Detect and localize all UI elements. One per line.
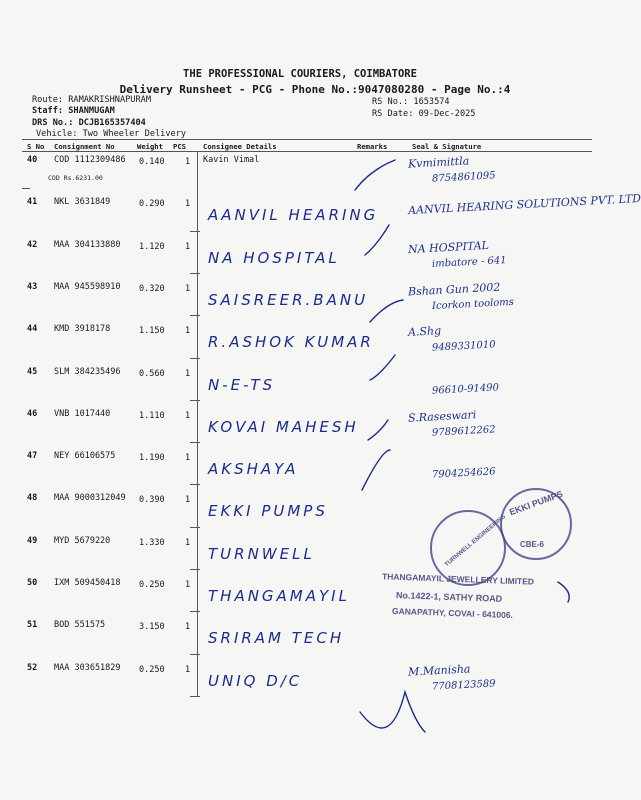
row-signature-phone: 96610-91490 — [431, 381, 500, 397]
row-pcs: 1 — [185, 199, 191, 210]
row-signature: M.Manisha — [407, 661, 471, 679]
row-pcs: 1 — [185, 664, 191, 675]
row-pcs: 1 — [185, 283, 191, 294]
row-sno: 51 — [27, 620, 38, 631]
row-pcs: 1 — [185, 368, 191, 379]
row-handwritten-consignee: N-E-TS — [208, 375, 276, 394]
row-consignment: IXM 509450418 — [54, 578, 121, 588]
row-weight: 1.120 — [139, 241, 165, 252]
row-weight: 1.190 — [139, 453, 165, 464]
staff-name: SHANMUGAM — [68, 106, 115, 116]
thangamayil-stamp-line3: GANAPATHY, COVAI - 641006. — [391, 605, 514, 621]
col-seal: Seal & Signature — [412, 142, 482, 151]
row-weight: 1.110 — [139, 410, 165, 421]
col-consignment: Consignment No — [54, 142, 115, 151]
row-sno: 52 — [27, 662, 38, 673]
vehicle-label: Vehicle: Two Wheeler Delivery — [36, 129, 187, 139]
row-weight: 0.250 — [139, 664, 165, 675]
row-signature: Kvmimittla — [407, 154, 470, 171]
row-signature: A.Shg — [407, 324, 442, 340]
row-handwritten-consignee: NA HOSPITAL — [208, 248, 340, 267]
row-weight: 1.150 — [139, 326, 165, 337]
row-handwritten-consignee: UNIQ D/C — [208, 671, 303, 690]
row-weight: 3.150 — [139, 622, 165, 633]
row-consignment: COD 1112309486 — [54, 155, 126, 165]
row-handwritten-consignee: AKSHAYA — [208, 460, 299, 479]
row-signature: Bshan Gun 2002 — [407, 280, 501, 299]
row-consignment: BOD 551575 — [54, 620, 106, 631]
row-signature-phone: 7708123589 — [431, 677, 496, 693]
row-pcs: 1 — [185, 453, 191, 464]
row-handwritten-consignee: THANGAMAYIL — [208, 587, 350, 605]
row-signature-phone: 7904254626 — [431, 466, 496, 481]
row-sno: 50 — [27, 578, 38, 588]
row-signature-phone: Icorkon tooloms — [431, 296, 515, 313]
row-signature-phone: 9489331010 — [431, 339, 496, 354]
row-signature: S.Raseswari — [407, 408, 477, 425]
staff-label: Staff: — [32, 106, 64, 116]
drs-label: DRS No.: — [32, 118, 74, 128]
col-consignee: Consignee Details — [203, 142, 277, 151]
col-sno: S No — [27, 142, 45, 151]
row-weight: 0.390 — [139, 495, 165, 506]
row-pcs: 1 — [185, 241, 191, 252]
row-pcs: 1 — [185, 622, 191, 633]
row-pcs: 1 — [185, 410, 191, 421]
row-consignment: MAA 9000312049 — [54, 493, 126, 504]
row-weight: 0.290 — [139, 199, 165, 210]
row-consignment: MAA 304133880 — [54, 239, 121, 250]
row-sno: 48 — [27, 493, 38, 504]
row-pcs: 1 — [185, 326, 191, 337]
col-weight: Weight — [137, 142, 163, 151]
row-pcs: 1 — [185, 537, 191, 548]
row-sno: 43 — [27, 281, 38, 292]
row-weight: 0.250 — [139, 580, 165, 590]
row-weight: 0.320 — [139, 283, 165, 294]
row-signature: NA HOSPITAL — [407, 238, 490, 256]
row-sno: 49 — [27, 535, 38, 546]
runsheet-title: Delivery Runsheet - PCG - Phone No.:9047080280 - Page No.:4 — [119, 83, 511, 96]
drs-number: DCJB165357404 — [78, 118, 146, 128]
row-handwritten-consignee: KOVAI MAHESH — [208, 417, 359, 436]
row-weight: 1.330 — [139, 537, 165, 548]
row-consignment: VNB 1017440 — [54, 408, 111, 419]
ekki-stamp-name: EKKI PUMPS — [507, 488, 565, 518]
row-signature: AANVIL HEARING SOLUTIONS PVT. LTD — [407, 192, 641, 218]
row-sno: 46 — [27, 408, 38, 419]
row-sno: 47 — [27, 451, 38, 462]
row-cod-amount: COD Rs.6231.00 — [48, 174, 103, 182]
route-label: Route: RAMAKRISHNAPURAM — [32, 95, 151, 105]
rs-date: RS Date: 09-Dec-2025 — [372, 109, 476, 119]
thangamayil-stamp-line2: No.1422-1, SATHY ROAD — [395, 590, 503, 604]
row-handwritten-consignee: TURNWELL — [208, 544, 315, 563]
row-handwritten-consignee: SAISREER.BANU — [208, 290, 369, 309]
row-consignment: MYD 5679220 — [54, 535, 111, 546]
row-pcs: 1 — [185, 495, 191, 506]
row-sno: 42 — [27, 239, 38, 250]
row-consignment: NEY 66106575 — [54, 451, 116, 462]
row-consignment: NKL 3631849 — [54, 197, 111, 208]
row-handwritten-consignee: AANVIL HEARING — [208, 206, 379, 225]
row-consignment: MAA 303651829 — [54, 662, 121, 673]
row-weight: 0.140 — [139, 157, 165, 167]
row-consignment: SLM 384235496 — [54, 366, 121, 377]
row-handwritten-consignee: SRIRAM TECH — [208, 629, 345, 648]
row-sno: 45 — [27, 366, 38, 377]
row-pcs: 1 — [185, 580, 191, 590]
row-signature-phone: 9789612262 — [431, 424, 496, 439]
turnwell-stamp-text: TURNWELL ENGINEERING — [444, 513, 508, 569]
ekki-stamp-code: CBE-6 — [520, 540, 545, 549]
row-sno: 44 — [27, 324, 38, 335]
row-signature-phone: 8754861095 — [431, 170, 496, 185]
row-handwritten-consignee: R.ASHOK KUMAR — [208, 333, 374, 352]
row-consignment: MAA 945598910 — [54, 281, 121, 292]
row-pcs: 1 — [185, 157, 191, 167]
rs-number: RS No.: 1653574 — [372, 97, 450, 107]
row-sno: 40 — [27, 155, 38, 165]
row-handwritten-consignee: EKKI PUMPS — [208, 502, 328, 521]
row-consignment: KMD 3918178 — [54, 324, 111, 335]
col-pcs: PCS — [173, 142, 186, 151]
row-sno: 41 — [27, 197, 38, 208]
row-weight: 0.560 — [139, 368, 165, 379]
company-title: THE PROFESSIONAL COURIERS, COIMBATORE — [183, 68, 417, 80]
thangamayil-stamp-line1: THANGAMAYIL JEWELLERY LIMITED — [381, 571, 535, 587]
row-consignee: Kavin Vimal — [203, 155, 260, 165]
col-remarks: Remarks — [357, 142, 388, 151]
row-signature-phone: imbatore - 641 — [431, 254, 507, 270]
